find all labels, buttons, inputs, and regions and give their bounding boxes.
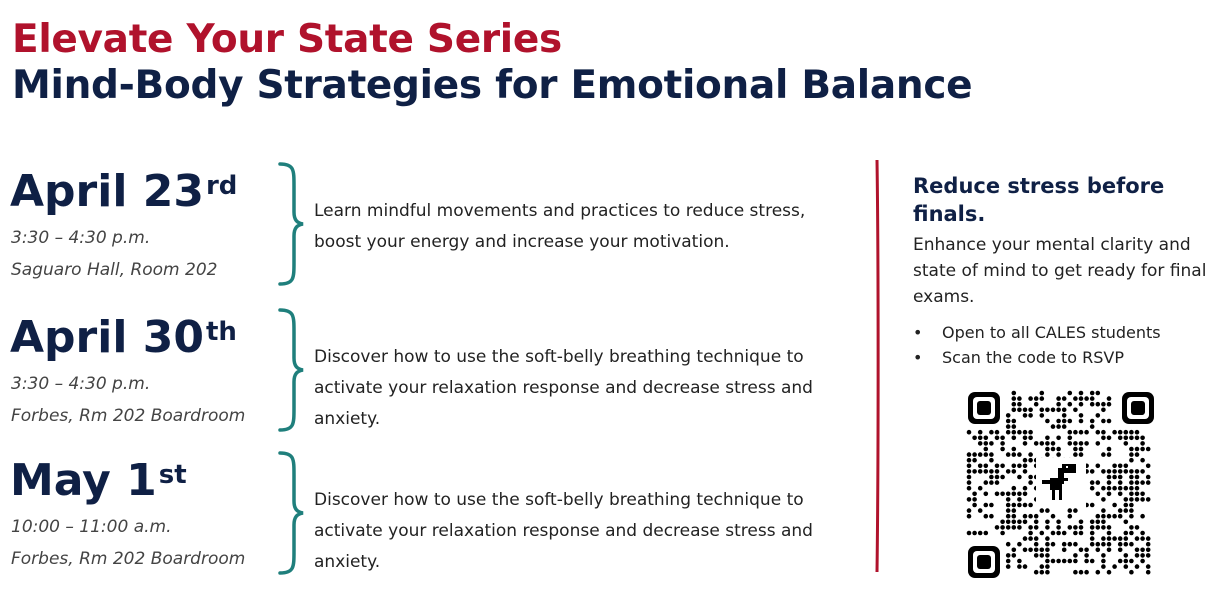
curly-brace-icon (276, 449, 306, 577)
event-date-suffix: rd (205, 171, 238, 201)
event-date-text: April 23 (10, 166, 204, 217)
bullet-item: • Scan the code to RSVP (913, 345, 1213, 370)
event-date (10, 455, 187, 507)
event-location: Forbes, Rm 202 Boardroom (11, 406, 246, 426)
event-may-1 (0, 455, 860, 585)
event-description: Discover how to use the soft-belly breathing technique to activate your relaxation response and decrease stress and anxiety. (314, 490, 813, 572)
panel-heading: Reduce stress before finals. (913, 174, 1165, 226)
qr-finder-top-right (1122, 392, 1154, 424)
event-date-text: April 30 (10, 312, 204, 363)
event-april-30 (0, 312, 860, 442)
vertical-divider (873, 160, 881, 572)
event-time: 3:30 – 4:30 p.m. (11, 374, 151, 394)
curly-brace-icon (276, 160, 306, 288)
bullet-item: • Open to all CALES students (913, 320, 1213, 345)
rsvp-qr-code[interactable] (966, 390, 1156, 580)
event-description: Learn mindful movements and practices to reduce stress, boost your energy and increase your motivation. (314, 201, 806, 252)
event-date (10, 166, 237, 218)
event-date-text: May 1 (10, 455, 157, 506)
series-title: Elevate Your State Series (12, 17, 562, 62)
event-time: 3:30 – 4:30 p.m. (11, 228, 151, 248)
event-location: Saguaro Hall, Room 202 (11, 260, 218, 280)
event-time: 10:00 – 11:00 a.m. (11, 517, 172, 537)
qr-finder-bottom-left (968, 546, 1000, 578)
panel-body: Enhance your mental clarity and state of mind to get ready for final exams. (913, 235, 1207, 307)
qr-finder-top-left (968, 392, 1000, 424)
curly-brace-icon (276, 306, 306, 434)
event-description: Discover how to use the soft-belly breathing technique to activate your relaxation response and decrease stress and anxiety. (314, 347, 813, 429)
event-date-suffix: th (205, 317, 237, 347)
event-location: Forbes, Rm 202 Boardroom (11, 549, 246, 569)
info-panel (913, 172, 1213, 370)
page-subtitle: Mind-Body Strategies for Emotional Balance (12, 63, 973, 108)
event-date-suffix: st (158, 460, 187, 490)
event-date (10, 312, 237, 364)
event-april-23 (0, 166, 860, 296)
panel-bullets (913, 320, 1213, 370)
